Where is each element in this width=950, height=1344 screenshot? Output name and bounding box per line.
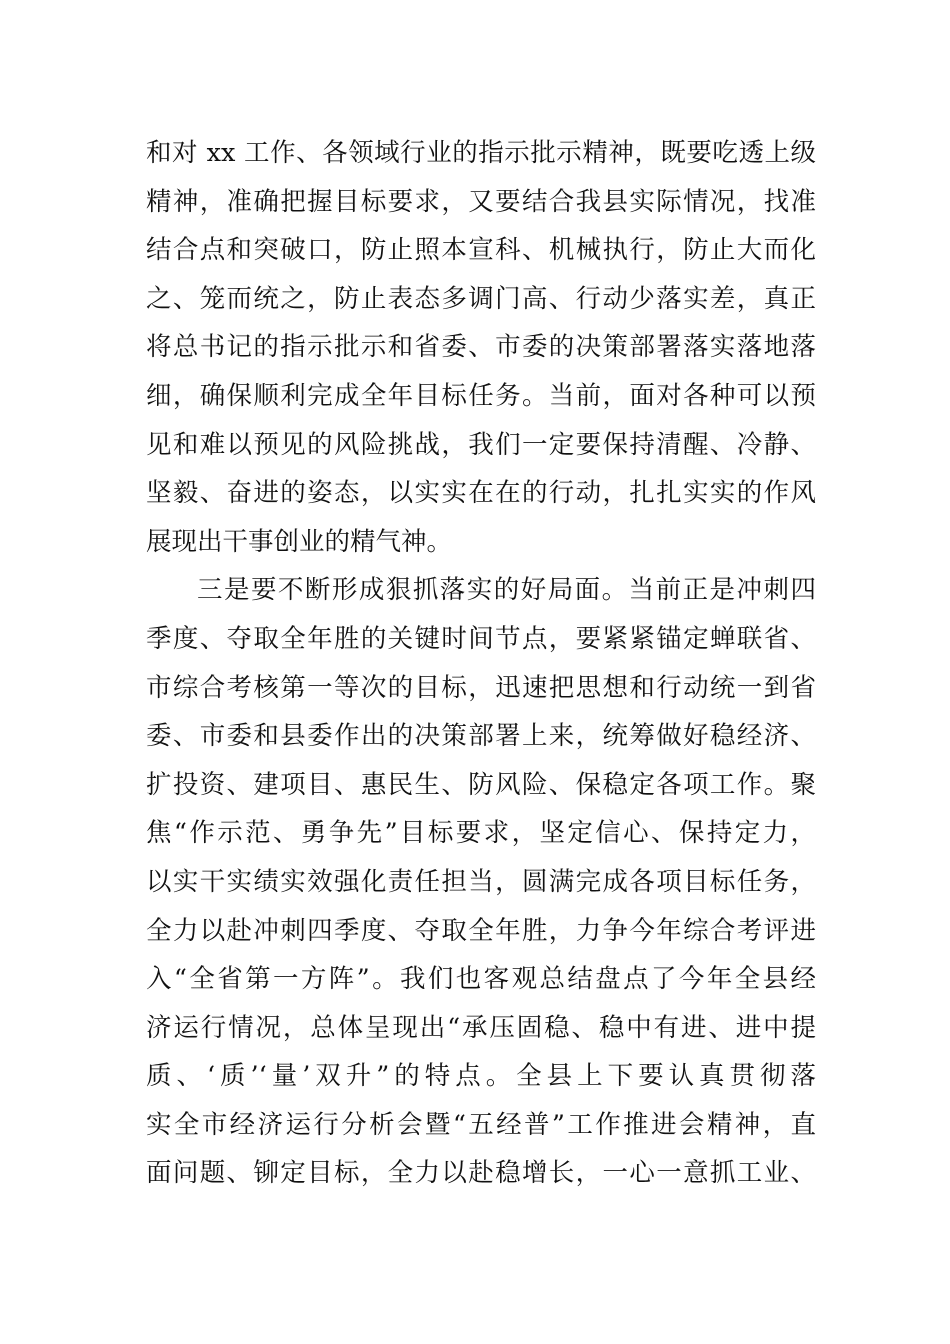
text-line: 展现出干事创业的精气神。 bbox=[146, 526, 453, 557]
text-line: 和对 xx 工作、各领域行业的指示批示精神，既要吃透上级 bbox=[146, 138, 816, 168]
text-line: 济运行情况，总体呈现出“承压固稳、稳中有进、进中提 bbox=[146, 1012, 816, 1043]
text-line: 见和难以预见的风险挑战，我们一定要保持清醒、冷静、 bbox=[146, 429, 816, 460]
text-line: 面问题、铆定目标，全力以赴稳增长，一心一意抓工业、 bbox=[146, 1158, 816, 1189]
text-line: 坚毅、奋进的姿态，以实实在在的行动，扎扎实实的作风 bbox=[146, 478, 816, 509]
text-line: 扩投资、建项目、惠民生、防风险、保稳定各项工作。聚 bbox=[146, 769, 816, 800]
text-line: 以实干实绩实效强化责任担当，圆满完成各项目标任务， bbox=[146, 866, 816, 897]
text-line: 入“全省第一方阵”。我们也客观总结盘点了今年全县经 bbox=[146, 964, 816, 995]
paragraph-start-line: 三是要不断形成狠抓落实的好局面。当前正是冲刺四 bbox=[197, 575, 816, 606]
text-line: 将总书记的指示批示和省委、市委的决策部署落实落地落 bbox=[146, 332, 816, 363]
text-line: 焦“作示范、勇争先”目标要求，坚定信心、保持定力， bbox=[146, 818, 816, 849]
text-line: 全力以赴冲刺四季度、夺取全年胜，力争今年综合考评进 bbox=[146, 915, 816, 946]
text-line: 市综合考核第一等次的目标，迅速把思想和行动统一到省 bbox=[146, 672, 816, 703]
text-line: 实全市经济运行分析会暨“五经普”工作推进会精神，直 bbox=[146, 1109, 816, 1140]
text-line: 季度、夺取全年胜的关键时间节点，要紧紧锚定蝉联省、 bbox=[146, 623, 816, 654]
text-line: 细，确保顺利完成全年目标任务。当前，面对各种可以预 bbox=[146, 380, 816, 411]
text-line: 精神，准确把握目标要求，又要结合我县实际情况，找准 bbox=[146, 186, 816, 217]
text-line: 委、市委和县委作出的决策部署上来，统筹做好稳经济、 bbox=[146, 721, 816, 752]
body-text bbox=[146, 129, 816, 1198]
text-line: 结合点和突破口，防止照本宣科、机械执行，防止大而化 bbox=[146, 235, 816, 266]
text-line: 之、笼而统之，防止表态多调门高、行动少落实差，真正 bbox=[146, 283, 816, 314]
text-line: 质、‘质’‘量’双升”的特点。全县上下要认真贯彻落 bbox=[146, 1061, 816, 1092]
